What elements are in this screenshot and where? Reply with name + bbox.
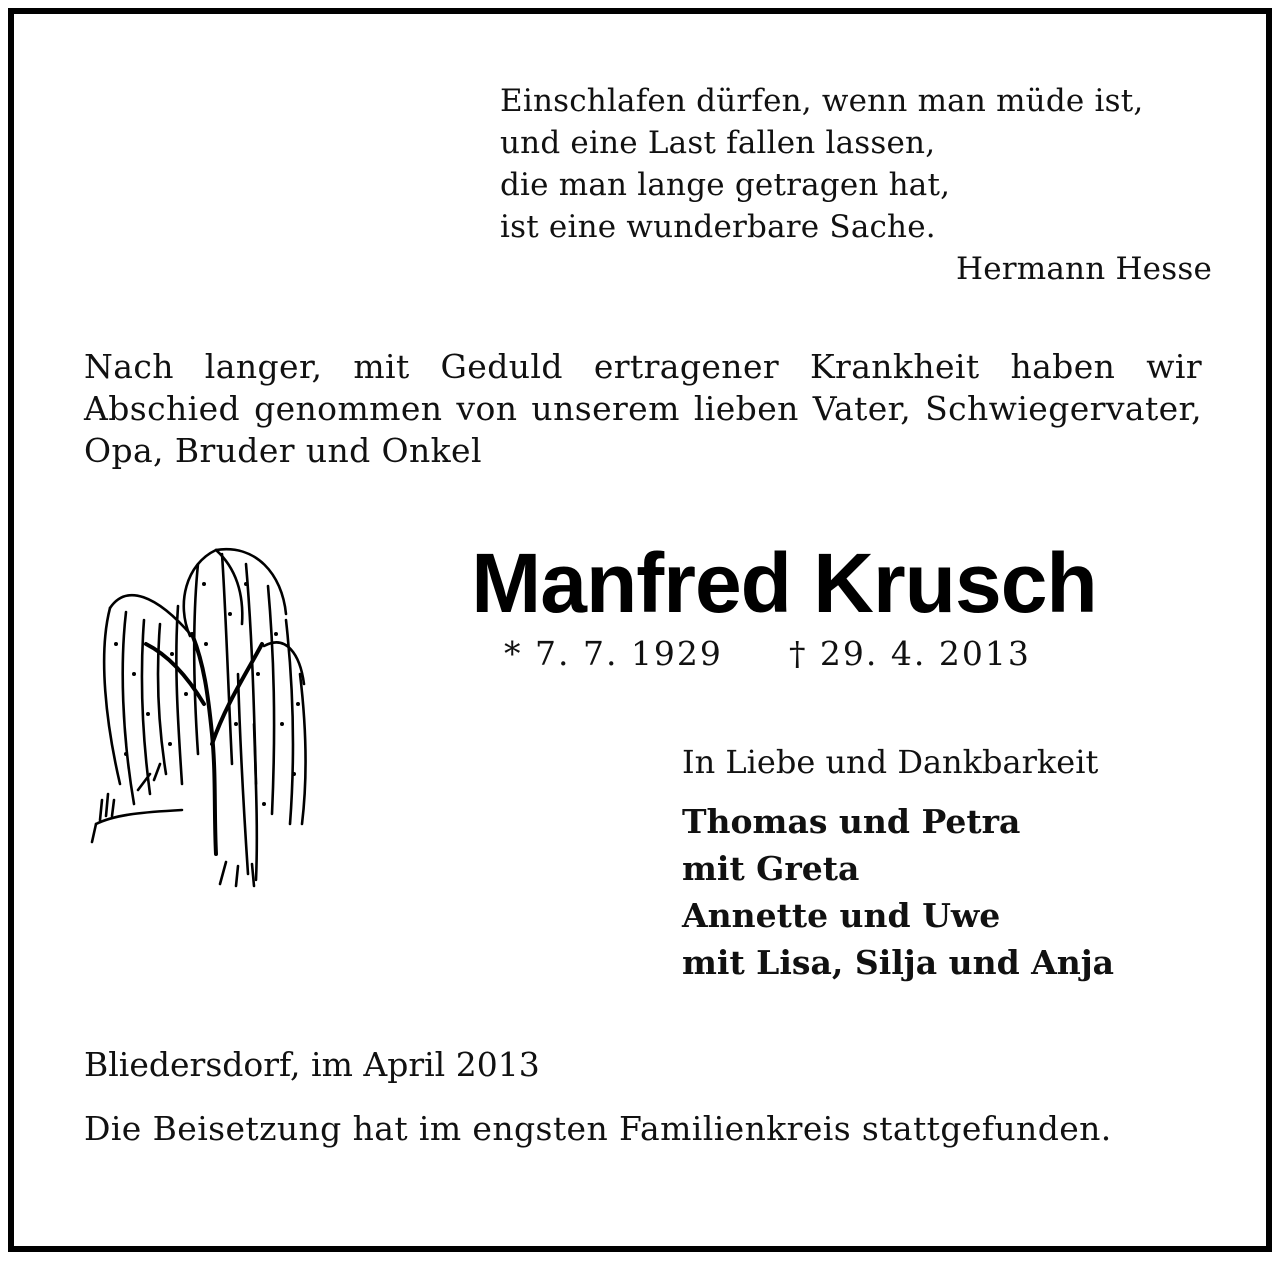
life-dates (504, 634, 1031, 674)
deceased-name: Manfred Krusch (471, 536, 1097, 630)
quote-line: und eine Last fallen lassen, (500, 125, 936, 161)
quote-block (500, 80, 1212, 290)
quote-author: Hermann Hesse (955, 251, 1212, 287)
family-member: Annette und Uwe (682, 896, 1001, 935)
place-date: Bliedersdorf, im April 2013 (84, 1045, 540, 1084)
death-date: † 29. 4. 2013 (788, 634, 1031, 673)
family-block (682, 740, 1212, 986)
family-member: mit Lisa, Silja und Anja (682, 943, 1115, 982)
family-member: mit Greta (682, 849, 860, 888)
quote-line: Einschlafen dürfen, wenn man müde ist, (500, 83, 1144, 119)
quote-line: die man lange getragen hat, (500, 167, 951, 203)
thanks-line: In Liebe und Dankbarkeit (682, 743, 1099, 781)
family-member: Thomas und Petra (682, 802, 1021, 841)
intro-text: Nach langer, mit Geduld ertragener Krankheit haben wir Abschied genommen von unserem lieben Vater, Schwiegervater, Opa, Bruder und Onkel (84, 347, 1202, 470)
quote-line: ist eine wunderbare Sache. (500, 209, 936, 245)
obituary-notice (8, 8, 1272, 1252)
burial-note: Die Beisetzung hat im engsten Familienkreis stattgefunden. (84, 1109, 1112, 1148)
birth-date: * 7. 7. 1929 (504, 634, 723, 673)
weeping-willow-icon (86, 524, 318, 894)
